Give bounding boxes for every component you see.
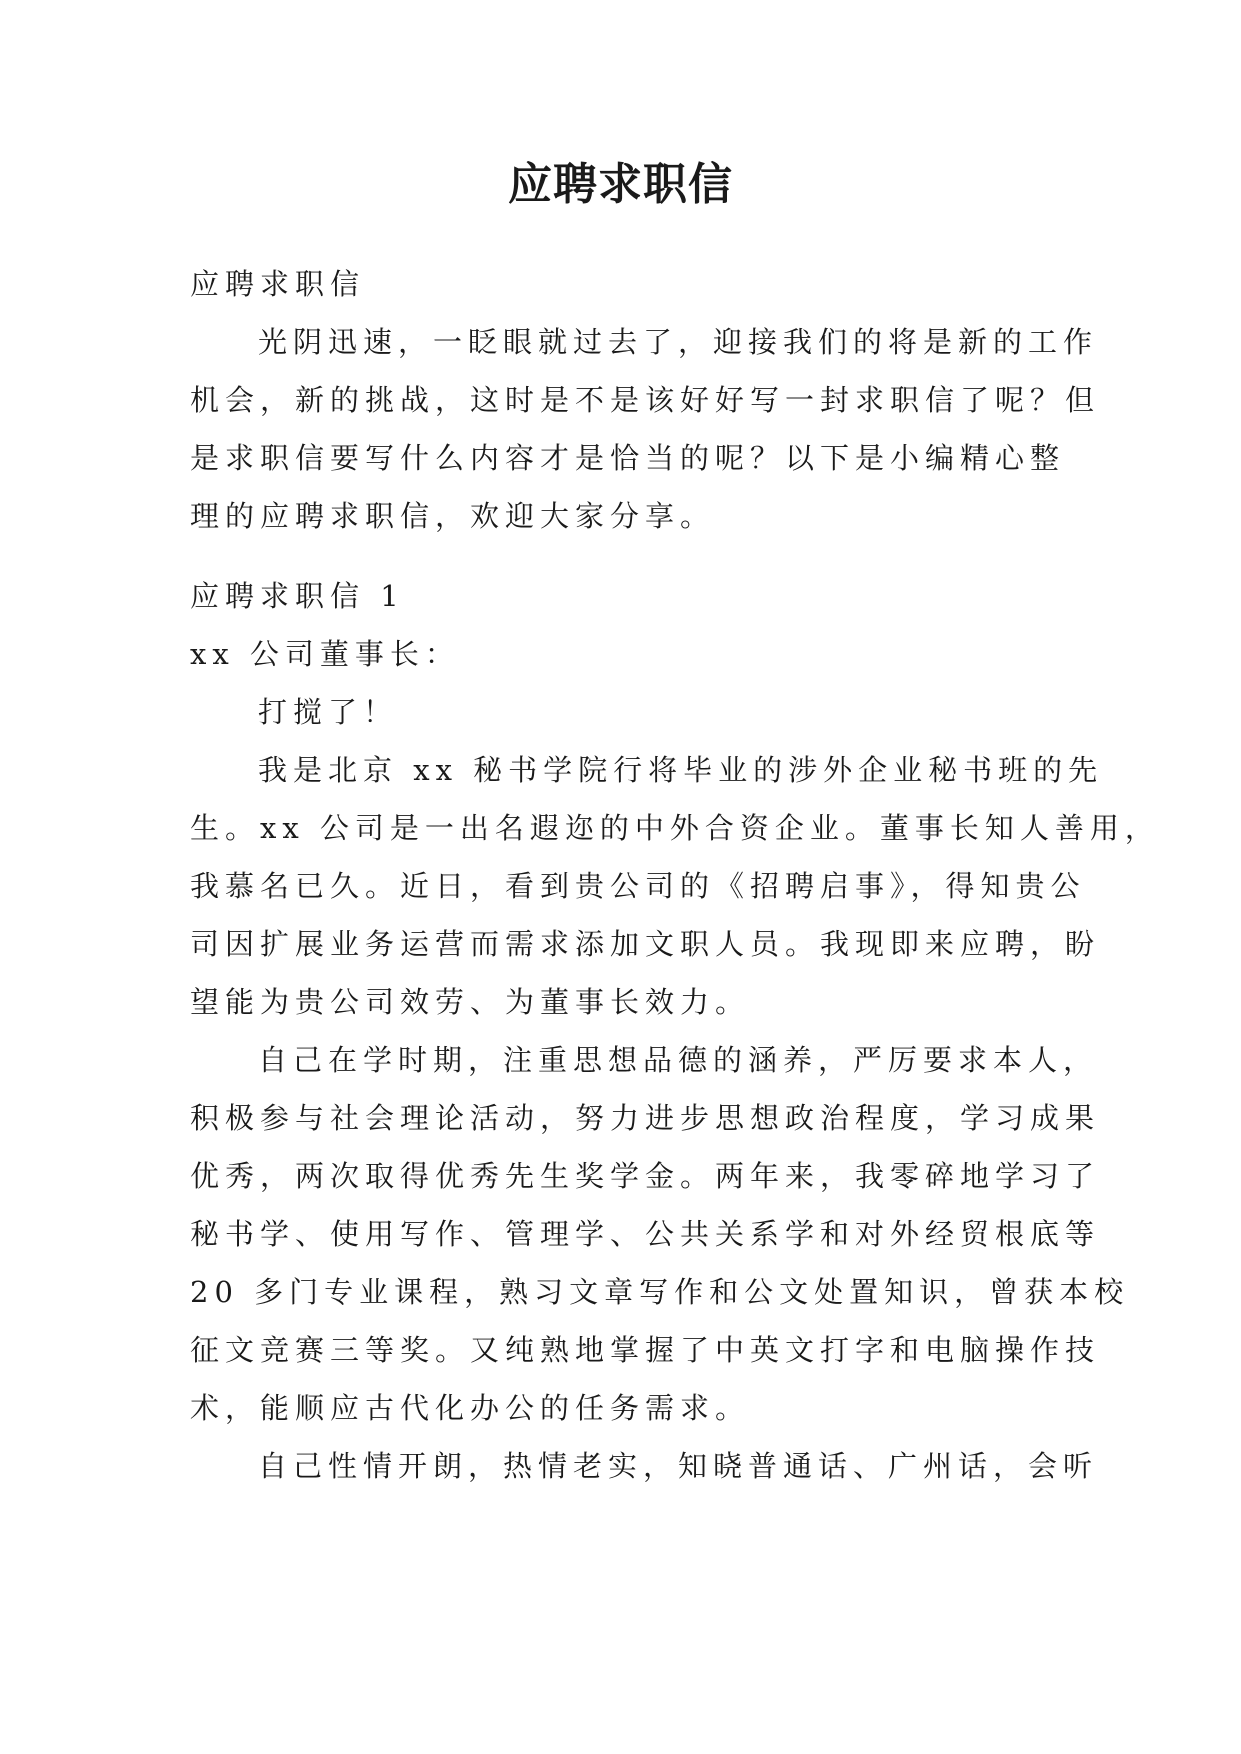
intro-line: 是求职信要写什么内容才是恰当的呢？以下是小编精心整 — [190, 441, 1066, 475]
paragraph-line: 积极参与社会理论活动，努力进步思想政治程度，学习成果 — [190, 1101, 1101, 1135]
intro-line: 光阴迅速，一眨眼就过去了，迎接我们的将是新的工作 — [258, 325, 1099, 359]
paragraph-line: 望能为贵公司效劳、为董事长效力。 — [190, 985, 751, 1019]
intro-line: 理的应聘求职信，欢迎大家分享。 — [190, 499, 716, 533]
intro-heading: 应聘求职信 — [190, 267, 366, 301]
paragraph-line: 秘书学、使用写作、管理学、公共关系学和对外经贸根底等 — [190, 1217, 1101, 1251]
paragraph-line: 我是北京 xx 秘书学院行将毕业的涉外企业秘书班的先 — [258, 753, 1104, 787]
paragraph-line: 自己在学时期，注重思想品德的涵养，严厉要求本人， — [258, 1043, 1099, 1077]
paragraph-line: 征文竞赛三等奖。又纯熟地掌握了中英文打字和电脑操作技 — [190, 1333, 1101, 1367]
paragraph-line: 自己性情开朗，热情老实，知晓普通话、广州话，会听 — [258, 1449, 1099, 1483]
greeting: 打搅了！ — [258, 695, 399, 729]
salutation: xx 公司董事长： — [190, 637, 460, 671]
document-title: 应聘求职信 — [508, 159, 733, 210]
paragraph-line: 我慕名已久。近日，看到贵公司的《招聘启事》，得知贵公 — [190, 869, 1086, 903]
intro-line: 机会，新的挑战，这时是不是该好好写一封求职信了呢？但 — [190, 383, 1101, 417]
paragraph-line: 司因扩展业务运营而需求添加文职人员。我现即来应聘，盼 — [190, 927, 1101, 961]
letter-section — [190, 567, 1160, 1495]
paragraph-line: 术，能顺应古代化办公的任务需求。 — [190, 1391, 751, 1425]
letter-heading: 应聘求职信 1 — [190, 579, 405, 613]
intro-section — [190, 255, 1101, 545]
paragraph-line: 优秀，两次取得优秀先生奖学金。两年来，我零碎地学习了 — [190, 1159, 1101, 1193]
paragraph-line: 生。xx 公司是一出名遐迩的中外合资企业。董事长知人善用， — [190, 811, 1160, 845]
paragraph-line: 20 多门专业课程，熟习文章写作和公文处置知识，曾获本校 — [190, 1275, 1130, 1309]
